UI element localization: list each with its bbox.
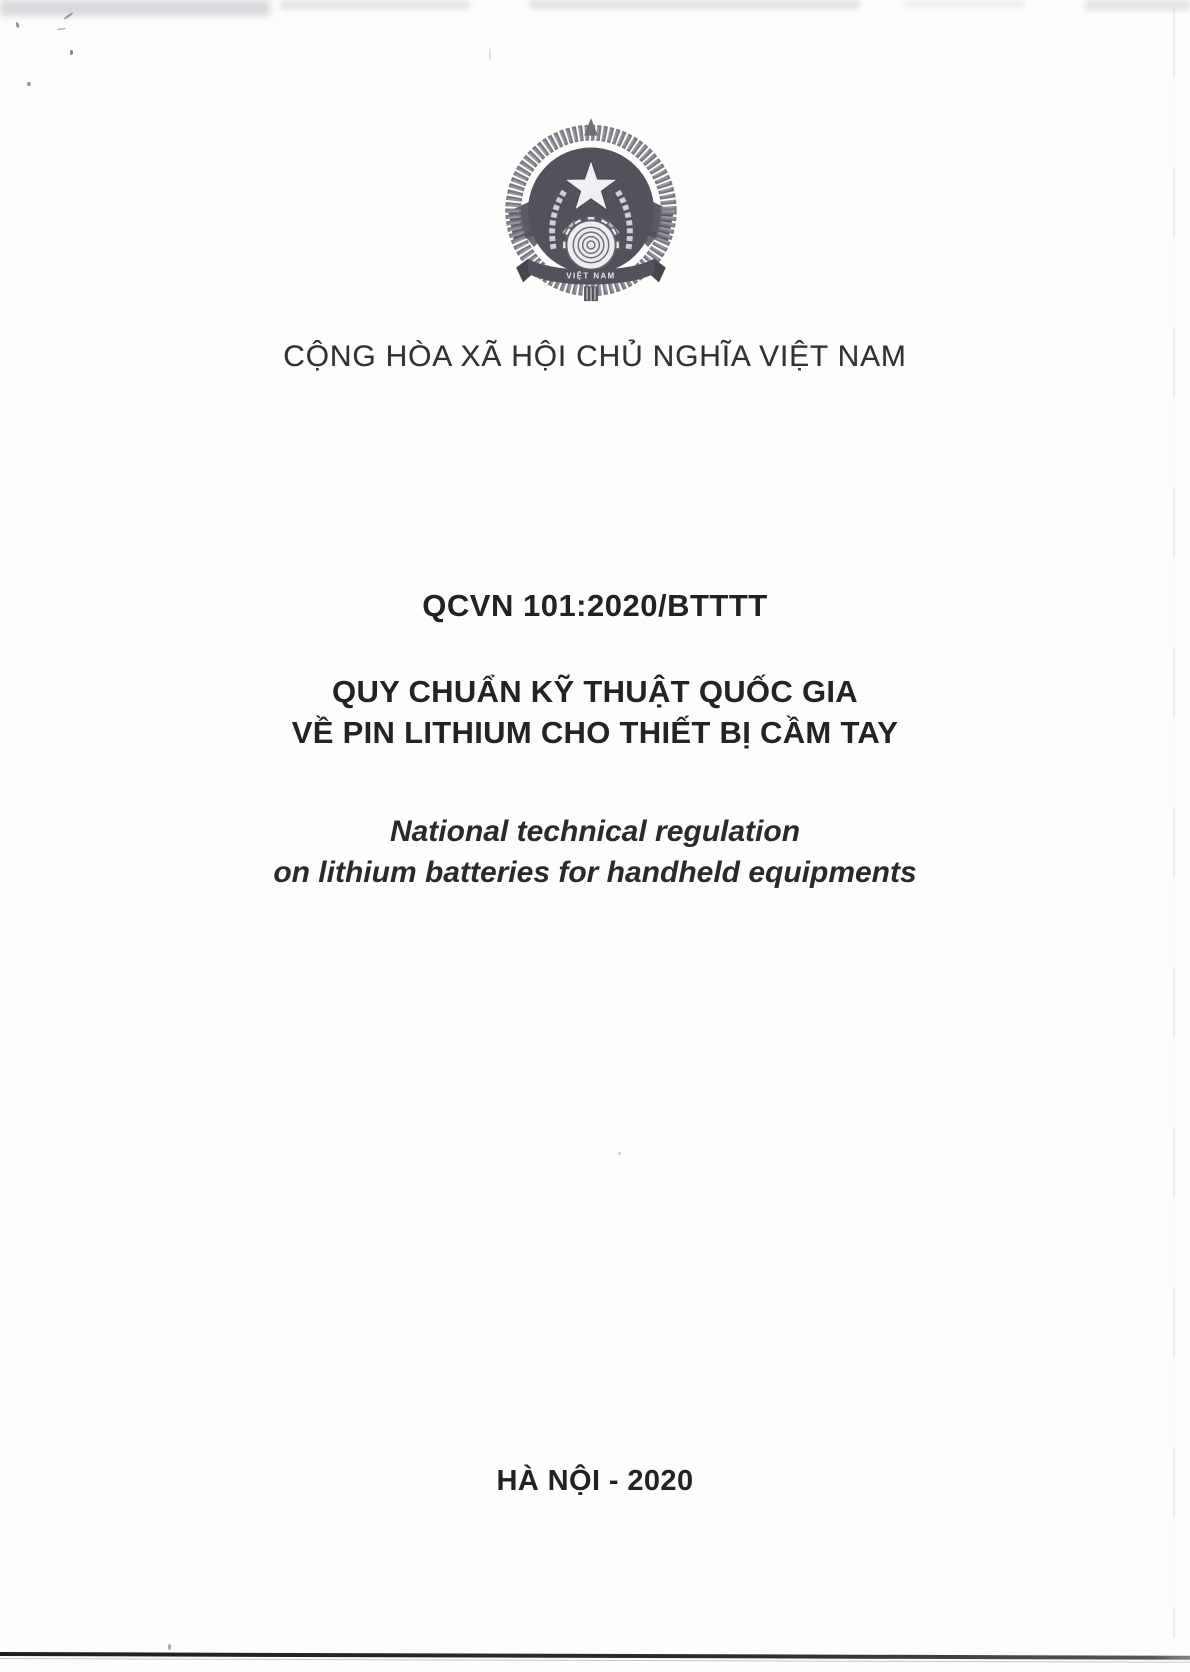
regulation-title-vi-line1: QUY CHUẨN KỸ THUẬT QUỐC GIA [332,674,858,709]
scan-artifact-pencil-mark [63,12,73,20]
country-title: CỘNG HÒA XÃ HỘI CHỦ NGHĨA VIỆT NAM [283,340,907,373]
scan-smudge [280,0,470,10]
emblem-banner-text: VIỆT NAM [566,271,616,281]
scan-artifact [70,50,73,55]
scan-smudge [530,0,860,9]
vietnam-national-emblem-icon [502,115,680,307]
scan-artifact [15,22,20,29]
scan-smudge [0,0,270,16]
regulation-title-vi-line2: VỀ PIN LITHIUM CHO THIẾT BỊ CẦM TAY [291,715,899,750]
scan-artifact-pencil-mark [57,27,66,30]
scan-smudge [905,0,1025,8]
regulation-title-vietnamese [15,671,1175,753]
scan-artifact [27,82,31,86]
scan-artifact [489,48,491,61]
scan-artifact [618,1152,621,1155]
scan-artifact [168,1644,171,1650]
regulation-title-en-line2: on lithium batteries for handheld equipments [273,856,917,889]
regulation-title-english [15,811,1175,893]
regulation-title-en-line1: National technical regulation [389,815,801,848]
regulation-code: QCVN 101:2020/BTTTT [422,588,768,623]
footer-city-year: HÀ NỘI - 2020 [496,1465,694,1497]
scan-smudge [1085,0,1190,11]
